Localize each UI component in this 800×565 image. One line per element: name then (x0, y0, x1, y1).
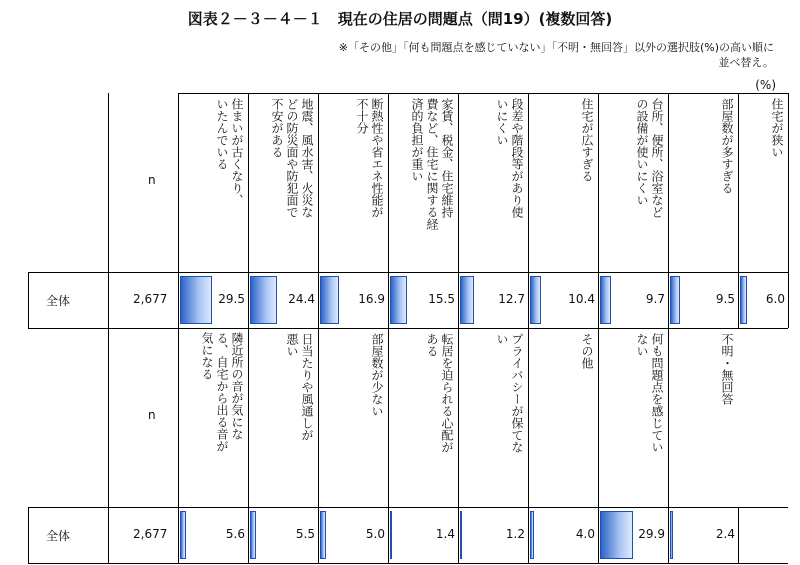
grid-line (28, 563, 788, 564)
column-header (598, 93, 668, 272)
grid-line (788, 93, 789, 328)
data-value-label: 24.4 (288, 292, 315, 306)
data-value-label: 29.9 (638, 527, 665, 541)
column-header (388, 328, 458, 507)
n-value: 2,677 (133, 527, 168, 541)
grid-line (28, 272, 788, 273)
chart-title: 図表２－３－４－１ 現在の住居の問題点（問19）(複数回答) (187, 10, 613, 28)
data-value-label: 5.6 (225, 527, 245, 541)
column-header-label: 隣近所の音が気にな る、自宅から出る音が 気になる (200, 332, 244, 452)
grid-line (28, 507, 29, 563)
column-header (458, 93, 528, 272)
column-header-label: 転居を迫られる心配が ある (425, 333, 454, 453)
data-value-label: 10.4 (568, 292, 595, 306)
grid-line (108, 93, 109, 272)
column-header-label: 日当たりや風通しが 悪い (285, 333, 314, 441)
data-value-label: 5.5 (295, 527, 315, 541)
column-header-label: 不明・無回答 (720, 333, 734, 405)
data-value-label: 6.0 (765, 292, 785, 306)
unit-label: (%) (755, 78, 776, 92)
grid-line (738, 507, 739, 563)
column-header-label: プライバシーが保てな い (495, 333, 524, 453)
data-value-label: 4.0 (575, 527, 595, 541)
grid-line (108, 328, 109, 507)
column-header (248, 93, 318, 272)
data-value-label: 9.7 (645, 292, 665, 306)
column-header (458, 328, 528, 507)
data-value-label: 2.4 (715, 527, 735, 541)
column-header-label: 住まいが古くなり、 いたんでいる (215, 98, 244, 206)
data-value-label: 15.5 (428, 292, 455, 306)
column-header (668, 93, 738, 272)
n-header-label: n (148, 408, 156, 422)
grid-line (28, 272, 29, 328)
row-label: 全体 (46, 529, 71, 543)
column-header (248, 328, 318, 507)
column-header (528, 328, 598, 507)
column-header (528, 93, 598, 272)
column-header-label: その他 (580, 333, 594, 369)
data-value-label: 1.2 (505, 527, 525, 541)
data-value-label: 9.5 (715, 292, 735, 306)
column-header-label: 台所、便所、浴室など の設備が使いにくい (635, 98, 664, 218)
column-header-label: 断熱性や省エネ性能が 不十分 (355, 98, 384, 218)
column-header-label: 部屋数が多すぎる (720, 98, 734, 194)
column-header (668, 328, 738, 507)
sort-note: ※「その他」「何も問題点を感じていない」「不明・無回答」以外の選択肢(%)の高い順に並べ替え。 (338, 41, 774, 69)
data-value-label: 29.5 (218, 292, 245, 306)
data-value-label: 1.4 (435, 527, 455, 541)
column-header (318, 93, 388, 272)
grid-line (108, 272, 109, 328)
column-header (598, 328, 668, 507)
column-header-label: 家賃、税金、住宅維持 費など、住宅に関する経 済的負担が重い (410, 98, 454, 230)
column-header (178, 328, 248, 507)
grid-line (108, 507, 109, 563)
column-header-label: 段差や階段等があり使 いにくい (495, 98, 524, 218)
column-header-label: 住宅が狭い (770, 98, 784, 158)
data-value-label: 16.9 (358, 292, 385, 306)
column-header-label: 地震、風水害、火災な どの防災面や防犯面で 不安がある (270, 98, 314, 218)
data-value-label: 5.0 (365, 527, 385, 541)
n-value: 2,677 (133, 292, 168, 306)
column-header (738, 93, 788, 272)
column-header-label: 住宅が広すぎる (580, 98, 594, 182)
column-header-label: 部屋数が少ない (370, 333, 384, 417)
n-header-label: n (148, 173, 156, 187)
data-value-label: 12.7 (498, 292, 525, 306)
column-header (318, 328, 388, 507)
column-header (388, 93, 458, 272)
grid-line (28, 507, 788, 508)
row-label: 全体 (46, 294, 71, 308)
column-header-label: 何も問題点を感じてい ない (635, 333, 664, 453)
column-header (178, 93, 248, 272)
